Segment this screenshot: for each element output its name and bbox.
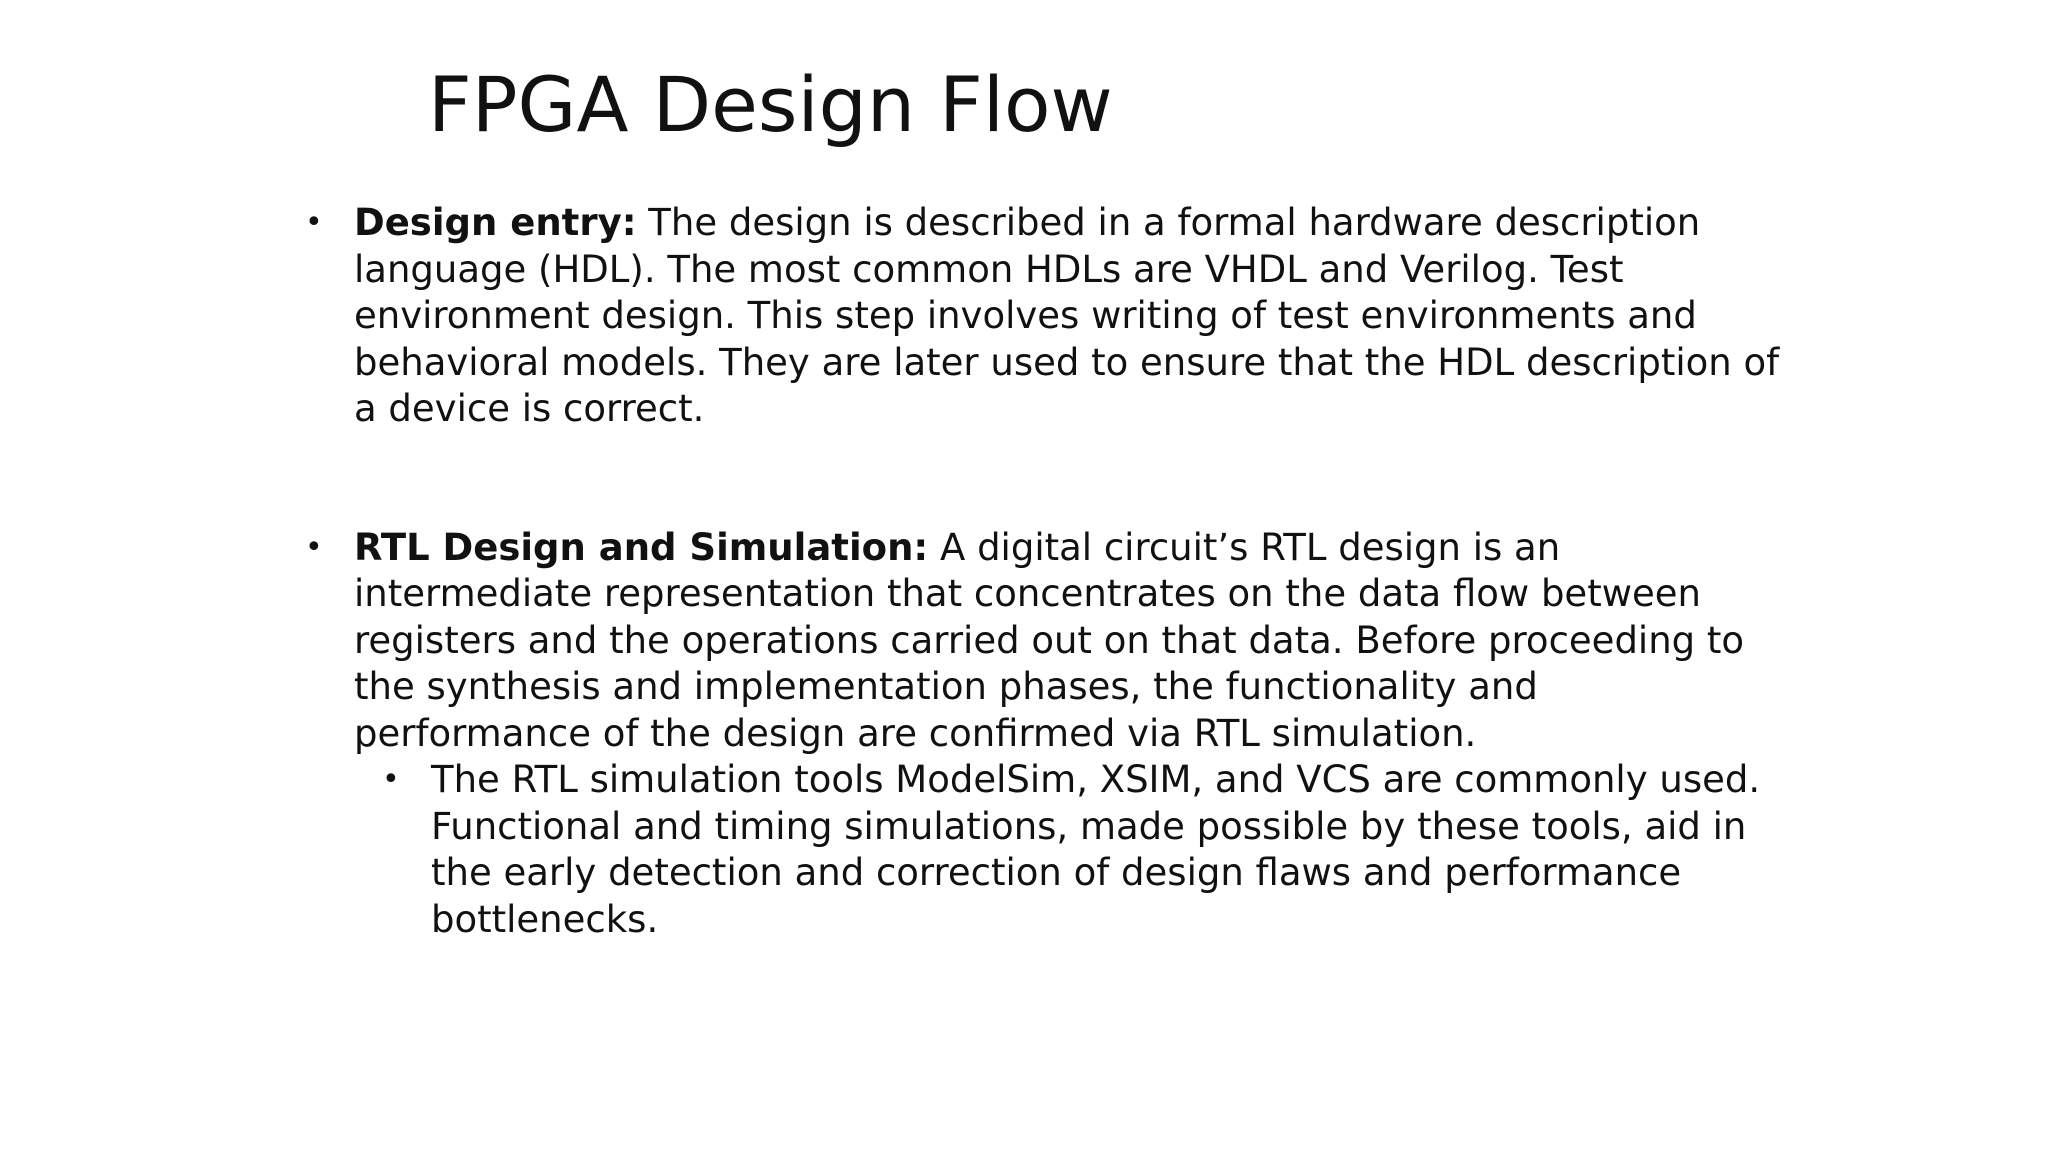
bullet-design-entry (300, 200, 1780, 433)
subbullet-rtl-tools (300, 757, 1780, 943)
bullet-text: The design is described in a formal hardware description language (HDL). The most common HDLs are VHDL and Verilog. Test environment design. This step involves writing of test environments and behavioral models. They are later used to ensure that the HDL description of a device is correct. (354, 201, 1780, 430)
subbullet-text: The RTL simulation tools ModelSim, XSIM, and VCS are commonly used. Functional and timing simulations, made possible by these tools, aid in the early detection and correction of design flaws and performance bottlenecks. (431, 758, 1761, 941)
subbullet-marker: • (382, 762, 400, 797)
slide-title: FPGA Design Flow (428, 60, 1113, 149)
bullet-text: A digital circuit’s RTL design is an intermediate representation that concentrates on the data flow between registers and the operations carried out on that data. Before proceeding to the synthesis and implementation phases, the functionality and performance of the design are confirmed via RTL simulation. (354, 525, 1745, 755)
bullet-marker: • (305, 205, 323, 240)
bullet-lead: Design entry: (354, 201, 637, 244)
slide-body (300, 200, 1780, 943)
bullet-lead: RTL Design and Simulation: (354, 525, 929, 569)
bullet-marker: • (305, 529, 323, 565)
bullet-rtl-design (300, 525, 1780, 944)
